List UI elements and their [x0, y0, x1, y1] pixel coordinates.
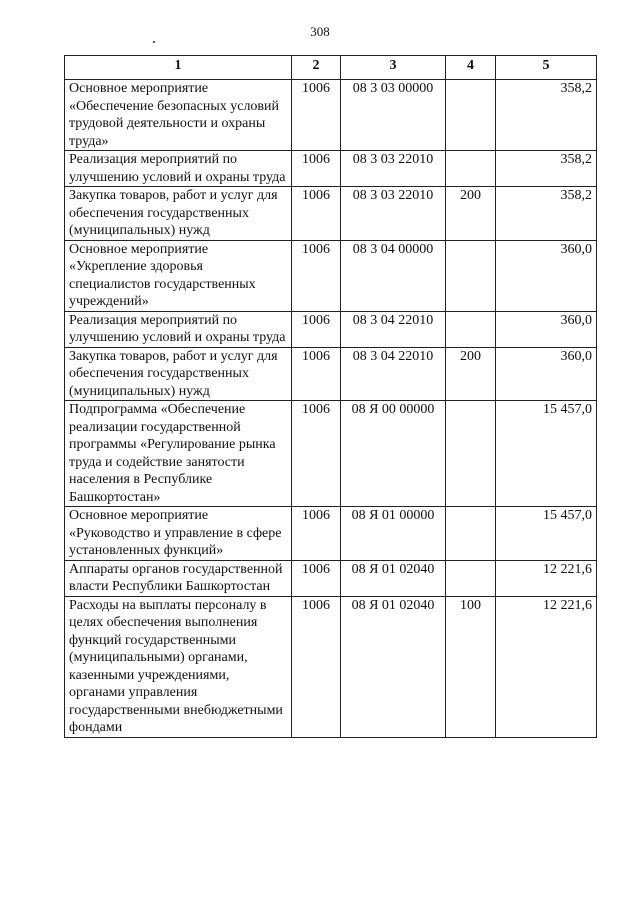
- row-section: 1006: [292, 596, 341, 737]
- row-amount: 358,2: [496, 80, 597, 151]
- table-row: [65, 80, 597, 151]
- row-name: Аппараты органов государственной власти Республики Башкортостан: [65, 560, 292, 596]
- row-section: 1006: [292, 151, 341, 187]
- row-kind: [446, 507, 496, 561]
- row-section: 1006: [292, 507, 341, 561]
- row-name: Основное мероприятие «Руководство и управление в сфере установленных функций»: [65, 507, 292, 561]
- header-col-2: 2: [292, 56, 341, 80]
- table-row: [65, 347, 597, 401]
- row-code: 08 Я 01 02040: [341, 596, 446, 737]
- table-row: [65, 507, 597, 561]
- row-name: Реализация мероприятий по улучшению условий и охраны труда: [65, 311, 292, 347]
- row-amount: 360,0: [496, 311, 597, 347]
- row-code: 08 3 04 00000: [341, 240, 446, 311]
- row-section: 1006: [292, 560, 341, 596]
- row-section: 1006: [292, 80, 341, 151]
- row-amount: 15 457,0: [496, 401, 597, 507]
- header-col-1: 1: [65, 56, 292, 80]
- row-code: 08 3 04 22010: [341, 311, 446, 347]
- budget-table: [64, 55, 597, 738]
- row-section: 1006: [292, 187, 341, 241]
- row-code: 08 3 03 22010: [341, 187, 446, 241]
- header-row: [65, 56, 597, 80]
- row-amount: 358,2: [496, 187, 597, 241]
- row-code: 08 3 03 00000: [341, 80, 446, 151]
- row-amount: 15 457,0: [496, 507, 597, 561]
- table-body: [65, 80, 597, 738]
- row-code: 08 3 03 22010: [341, 151, 446, 187]
- row-kind: [446, 151, 496, 187]
- row-amount: 12 221,6: [496, 560, 597, 596]
- row-name: Расходы на выплаты персоналу в целях обеспечения выполнения функций государственными (муниципальными) органами, казенными учреждениями, органами управления государственными внебюджетными фондами: [65, 596, 292, 737]
- header-col-4: 4: [446, 56, 496, 80]
- table-row: [65, 596, 597, 737]
- row-section: 1006: [292, 401, 341, 507]
- row-kind: 100: [446, 596, 496, 737]
- row-section: 1006: [292, 311, 341, 347]
- row-section: 1006: [292, 347, 341, 401]
- row-name: Основное мероприятие «Обеспечение безопасных условий трудовой деятельности и охраны труда»: [65, 80, 292, 151]
- row-code: 08 Я 01 02040: [341, 560, 446, 596]
- header-col-5: 5: [496, 56, 597, 80]
- row-name: Основное мероприятие «Укрепление здоровья специалистов государственных учреждений»: [65, 240, 292, 311]
- row-kind: [446, 311, 496, 347]
- row-amount: 12 221,6: [496, 596, 597, 737]
- table-row: [65, 187, 597, 241]
- row-kind: [446, 240, 496, 311]
- table-row: [65, 240, 597, 311]
- row-name: Реализация мероприятий по улучшению условий и охраны труда: [65, 151, 292, 187]
- row-name: Закупка товаров, работ и услуг для обеспечения государственных (муниципальных) нужд: [65, 187, 292, 241]
- row-kind: 200: [446, 347, 496, 401]
- header-col-3: 3: [341, 56, 446, 80]
- row-section: 1006: [292, 240, 341, 311]
- row-code: 08 Я 00 00000: [341, 401, 446, 507]
- row-kind: [446, 560, 496, 596]
- table-row: [65, 151, 597, 187]
- row-code: 08 3 04 22010: [341, 347, 446, 401]
- table-row: [65, 560, 597, 596]
- table-header: [65, 56, 597, 80]
- table-row: [65, 311, 597, 347]
- row-code: 08 Я 01 00000: [341, 507, 446, 561]
- row-kind: [446, 80, 496, 151]
- row-amount: 360,0: [496, 347, 597, 401]
- row-kind: [446, 401, 496, 507]
- table-row: [65, 401, 597, 507]
- row-amount: 358,2: [496, 151, 597, 187]
- row-amount: 360,0: [496, 240, 597, 311]
- scan-speck: [153, 41, 155, 43]
- row-name: Закупка товаров, работ и услуг для обеспечения государственных (муниципальных) нужд: [65, 347, 292, 401]
- page-number: 308: [310, 24, 330, 39]
- row-name: Подпрограмма «Обеспечение реализации государственной программы «Регулирование рынка труда и содействие занятости населения в Республике Башкортостан»: [65, 401, 292, 507]
- row-kind: 200: [446, 187, 496, 241]
